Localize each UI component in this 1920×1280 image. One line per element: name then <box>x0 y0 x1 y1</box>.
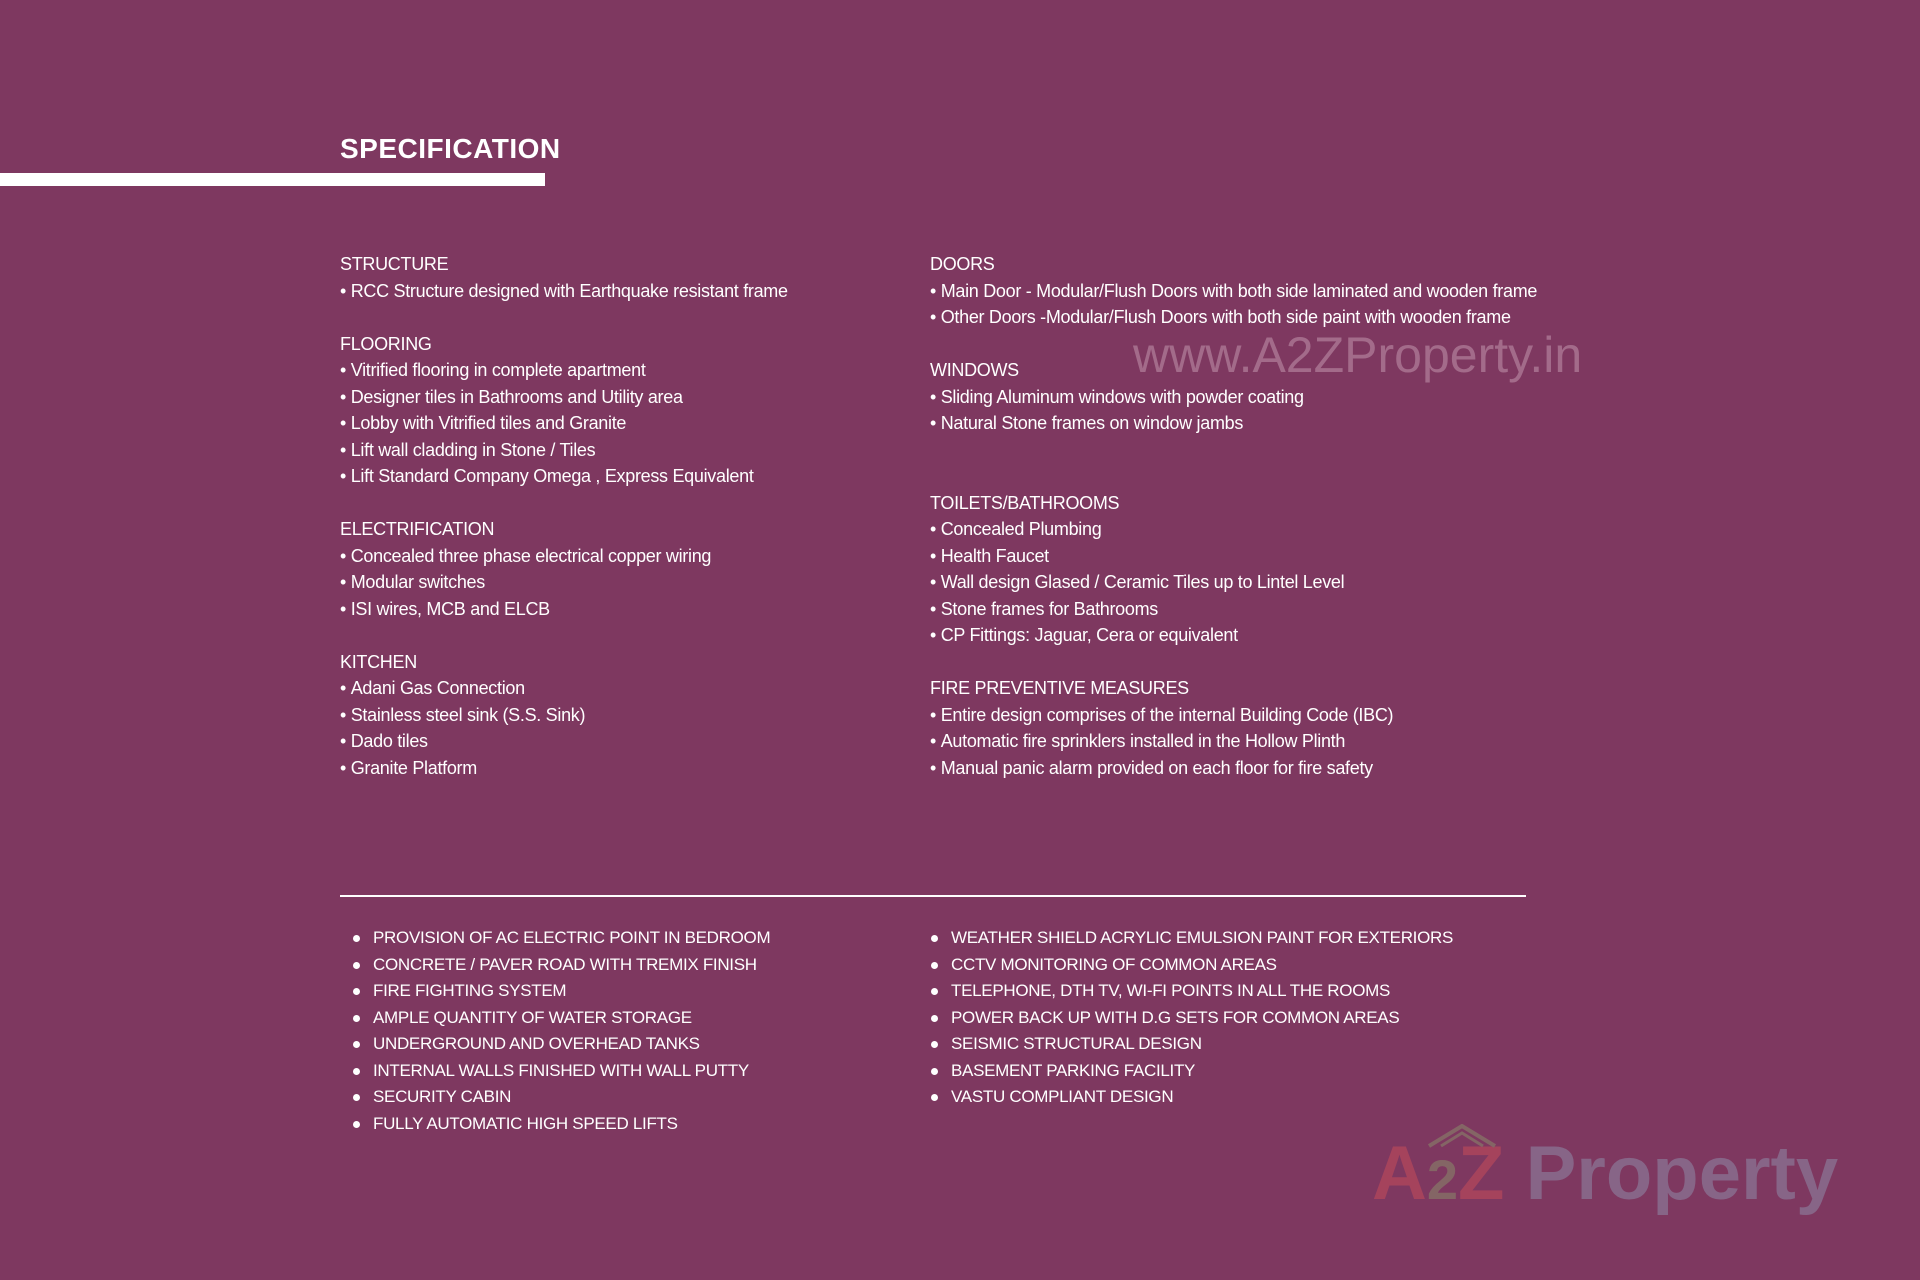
spec-section-electrification <box>340 516 788 622</box>
spec-item: • Wall design Glased / Ceramic Tiles up to Lintel Level <box>930 569 1537 596</box>
house-roof-icon <box>1427 1124 1497 1148</box>
spec-item: • Modular switches <box>340 569 788 596</box>
section-heading: DOORS <box>930 254 995 274</box>
spec-item: • Concealed Plumbing <box>930 516 1537 543</box>
spec-item: • Entire design comprises of the internal Building Code (IBC) <box>930 702 1537 729</box>
spec-item: • ISI wires, MCB and ELCB <box>340 596 788 623</box>
logo-letter-a: A <box>1372 1131 1427 1216</box>
logo-word-property: Property <box>1504 1131 1839 1216</box>
spec-item: • Vitrified flooring in complete apartment <box>340 357 788 384</box>
amenities-list-left <box>352 925 770 1137</box>
spec-item: • Main Door - Modular/Flush Doors with both side laminated and wooden frame <box>930 278 1537 305</box>
section-heading: ELECTRIFICATION <box>340 519 495 539</box>
spec-item: • Granite Platform <box>340 755 788 782</box>
spec-item: • Dado tiles <box>340 728 788 755</box>
amenity-item: CCTV MONITORING OF COMMON AREAS <box>930 952 1453 979</box>
amenity-item: PROVISION OF AC ELECTRIC POINT IN BEDROOM <box>352 925 770 952</box>
spec-item: • RCC Structure designed with Earthquake resistant frame <box>340 278 788 305</box>
spec-item: • Lift Standard Company Omega , Express Equivalent <box>340 463 788 490</box>
spec-item: • Concealed three phase electrical copper wiring <box>340 543 788 570</box>
spec-section-fire <box>930 675 1537 781</box>
watermark-logo <box>1372 1130 1838 1217</box>
amenity-item: INTERNAL WALLS FINISHED WITH WALL PUTTY <box>352 1058 770 1085</box>
section-divider <box>340 895 1526 897</box>
amenity-item: POWER BACK UP WITH D.G SETS FOR COMMON AREAS <box>930 1005 1453 1032</box>
spec-section-doors <box>930 251 1537 331</box>
title-underline-bar <box>0 173 545 186</box>
section-heading: WINDOWS <box>930 360 1019 380</box>
spec-item: • Designer tiles in Bathrooms and Utility area <box>340 384 788 411</box>
amenity-item: SECURITY CABIN <box>352 1084 770 1111</box>
spec-item: • Automatic fire sprinklers installed in the Hollow Plinth <box>930 728 1537 755</box>
spec-section-windows <box>930 357 1537 437</box>
spec-section-flooring <box>340 331 788 490</box>
amenity-item: SEISMIC STRUCTURAL DESIGN <box>930 1031 1453 1058</box>
spec-item: • Lobby with Vitrified tiles and Granite <box>340 410 788 437</box>
section-heading: STRUCTURE <box>340 254 449 274</box>
amenity-item: BASEMENT PARKING FACILITY <box>930 1058 1453 1085</box>
section-heading: FIRE PREVENTIVE MEASURES <box>930 678 1189 698</box>
spec-item: • Stone frames for Bathrooms <box>930 596 1537 623</box>
page-title: SPECIFICATION <box>340 133 561 164</box>
amenity-item: VASTU COMPLIANT DESIGN <box>930 1084 1453 1111</box>
amenity-item: CONCRETE / PAVER ROAD WITH TREMIX FINISH <box>352 952 770 979</box>
section-heading: FLOORING <box>340 333 432 354</box>
section-heading: TOILETS/BATHROOMS <box>930 492 1120 513</box>
logo-letter-z: Z <box>1458 1131 1505 1216</box>
amenity-item: WEATHER SHIELD ACRYLIC EMULSION PAINT FOR EXTERIORS <box>930 925 1453 952</box>
amenity-item: UNDERGROUND AND OVERHEAD TANKS <box>352 1031 770 1058</box>
amenity-item: FIRE FIGHTING SYSTEM <box>352 978 770 1005</box>
amenities-list-right <box>930 925 1453 1111</box>
spec-item: • Lift wall cladding in Stone / Tiles <box>340 437 788 464</box>
spec-item: • Natural Stone frames on window jambs <box>930 410 1537 437</box>
spec-item: • CP Fittings: Jaguar, Cera or equivalent <box>930 622 1537 649</box>
spec-column-left <box>340 251 788 781</box>
spec-column-right <box>930 251 1537 781</box>
spec-section-kitchen <box>340 649 788 782</box>
amenity-item: AMPLE QUANTITY OF WATER STORAGE <box>352 1005 770 1032</box>
amenity-item: TELEPHONE, DTH TV, WI-FI POINTS IN ALL THE ROOMS <box>930 978 1453 1005</box>
amenity-item: FULLY AUTOMATIC HIGH SPEED LIFTS <box>352 1111 770 1138</box>
spec-item: • Manual panic alarm provided on each floor for fire safety <box>930 755 1537 782</box>
watermark-url: www.A2ZProperty.in <box>1133 327 1583 383</box>
spec-item: • Health Faucet <box>930 543 1537 570</box>
spec-item: • Stainless steel sink (S.S. Sink) <box>340 702 788 729</box>
section-heading: KITCHEN <box>340 651 417 672</box>
spec-item: • Sliding Aluminum windows with powder coating <box>930 384 1537 411</box>
spec-section-structure <box>340 251 788 304</box>
spec-section-toilets <box>930 490 1537 649</box>
logo-digit-2: 2 <box>1426 1148 1459 1211</box>
spec-item: • Other Doors -Modular/Flush Doors with both side paint with wooden frame <box>930 304 1537 331</box>
spec-item: • Adani Gas Connection <box>340 675 788 702</box>
